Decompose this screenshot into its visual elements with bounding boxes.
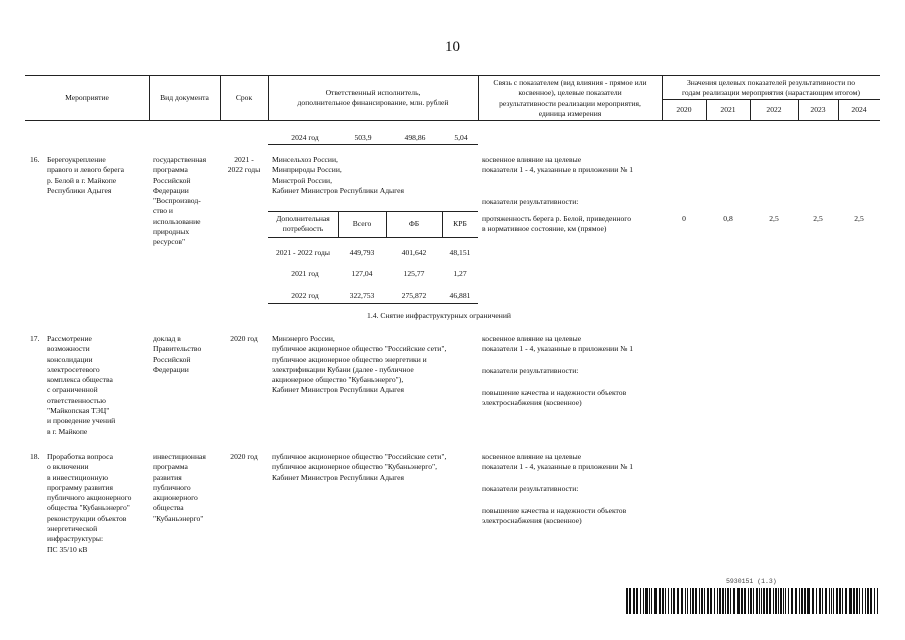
finance-cell: 2021 год <box>291 269 319 278</box>
header-values-title: Значения целевых показателей результативности по годам реализации мероприятия (нарастающим итогом) <box>682 78 860 98</box>
row-doc: доклад в Правительство Российской Федерации <box>153 334 202 374</box>
finance-bottom-rule <box>268 303 478 304</box>
finance-cell: 125,77 <box>403 269 425 278</box>
row-link-influence: косвенное влияние на целевые показатели 1 - 4, указанные в приложении № 1 <box>482 334 634 354</box>
finance-header: КРБ <box>453 219 467 228</box>
page-number: 10 <box>445 39 460 55</box>
row-term: 2021 - 2022 годы <box>227 155 261 175</box>
row-executor: публичное акционерное общество "Российские сети", публичное акционерное общество "Кубаньэнерго", Кабинет Министров Республики Адыгея <box>272 452 447 482</box>
finance-cell: 2022 год <box>291 291 319 300</box>
row-value-2020: 0 <box>682 214 686 223</box>
finance-cell: 2021 - 2022 годы <box>275 248 331 257</box>
header-link: Связь с показателем (вид влияния - прямое или косвенное), целевые показатели результативности реализации мероприятия, единица измерения <box>493 78 647 118</box>
header-year: 2023 <box>810 105 826 114</box>
row-measure: Проработка вопроса о включении в инвестиционную программу развития публичного акционерного общества "Кубаньэнерго" реконструкции объектов энергетической инфраструктуры: ПС 35/10 кВ <box>47 452 132 554</box>
finance-header: Всего <box>352 219 372 228</box>
header-year: 2022 <box>766 105 782 114</box>
finance-cell: 275,872 <box>401 291 427 300</box>
header-measure: Мероприятие <box>65 93 109 102</box>
carry-rule <box>268 144 478 145</box>
row-link-result: повышение качества и надежности объектов электроснабжения (косвенное) <box>482 506 627 526</box>
row-executor: Минэнерго России, публичное акционерное общество "Российские сети", публичное акционерное общество энергетики и электрификации Кубани (далее - публичное акционерное общество "Кубаньэнерго"), Кабинет Министров Республики Адыгея <box>272 334 447 395</box>
row-value-2021: 0,8 <box>723 214 733 223</box>
finance-cell: 449,793 <box>349 248 375 257</box>
row-link-indicators: показатели результативности: <box>482 197 579 206</box>
row-link-influence: косвенное влияние на целевые показатели 1 - 4, указанные в приложении № 1 <box>482 452 634 472</box>
barcode-label: 5930151 (1.3) <box>726 578 777 585</box>
header-top-rule <box>25 75 880 76</box>
finance-header: Дополнительная потребность <box>276 214 330 234</box>
section-title: 1.4. Снятие инфраструктурных ограничений <box>367 311 511 320</box>
row-link-influence: косвенное влияние на целевые показатели 1 - 4, указанные в приложении № 1 <box>482 155 634 175</box>
finance-cell: 322,753 <box>349 291 375 300</box>
finance-cell: 46,881 <box>449 291 471 300</box>
finance-cell: 401,642 <box>401 248 427 257</box>
row-link-indicators: показатели результативности: <box>482 484 579 493</box>
row-link-indicators: показатели результативности: <box>482 366 579 375</box>
carry-krb: 5,04 <box>454 133 468 142</box>
finance-top-rule <box>268 211 478 212</box>
row-number: 17. <box>30 334 40 343</box>
row-measure: Рассмотрение возможности консолидации электросетевого комплекса общества с ограниченной ответственностью "Майкопская ТЭЦ" и проведение учений в г. Майкопе <box>47 334 116 436</box>
row-executor: Минсельхоз России, Минприроды России, Минстрой России, Кабинет Министров Республики Адыгея <box>272 155 405 195</box>
finance-header-rule <box>268 237 478 238</box>
years-rule <box>662 99 880 100</box>
finance-cell: 127,04 <box>351 269 373 278</box>
header-year: 2021 <box>720 105 736 114</box>
row-number: 16. <box>30 155 40 164</box>
row-value-2022: 2,5 <box>769 214 779 223</box>
row-doc: инвестиционная программа развития публичного акционерного общества "Кубаньэнерго" <box>153 452 206 523</box>
row-link-result: повышение качества и надежности объектов электроснабжения (косвенное) <box>482 388 627 408</box>
row-term: 2020 год <box>230 334 258 343</box>
finance-cell: 1,27 <box>453 269 467 278</box>
header-term: Срок <box>235 93 253 102</box>
carry-fb: 498,86 <box>404 133 426 142</box>
row-measure: Берегоукрепление правого и левого берега р. Белой в г. Майкопе Республики Адыгея <box>47 155 125 195</box>
finance-cell: 48,151 <box>449 248 471 257</box>
header-year: 2024 <box>851 105 867 114</box>
row-number: 18. <box>30 452 40 461</box>
carry-label: 2024 год <box>291 133 319 142</box>
barcode-icon <box>626 588 880 614</box>
header-executor: Ответственный исполнитель, дополнительное финансирование, млн. рублей <box>297 88 449 108</box>
row-value-2023: 2,5 <box>813 214 823 223</box>
row-doc: государственная программа Российской Федерации "Воспроизвод- ство и использование природных ресурсов" <box>153 155 207 247</box>
row-link-result: протяженность берега р. Белой, приведенного в нормативное состояние, км (прямое) <box>482 214 632 234</box>
row-value-2024: 2,5 <box>854 214 864 223</box>
carry-total: 503,9 <box>354 133 372 142</box>
header-doc-type: Вид документа <box>160 93 209 102</box>
row-term: 2020 год <box>230 452 258 461</box>
header-bottom-rule <box>25 120 880 121</box>
finance-header: ФБ <box>408 219 420 228</box>
header-year: 2020 <box>676 105 692 114</box>
